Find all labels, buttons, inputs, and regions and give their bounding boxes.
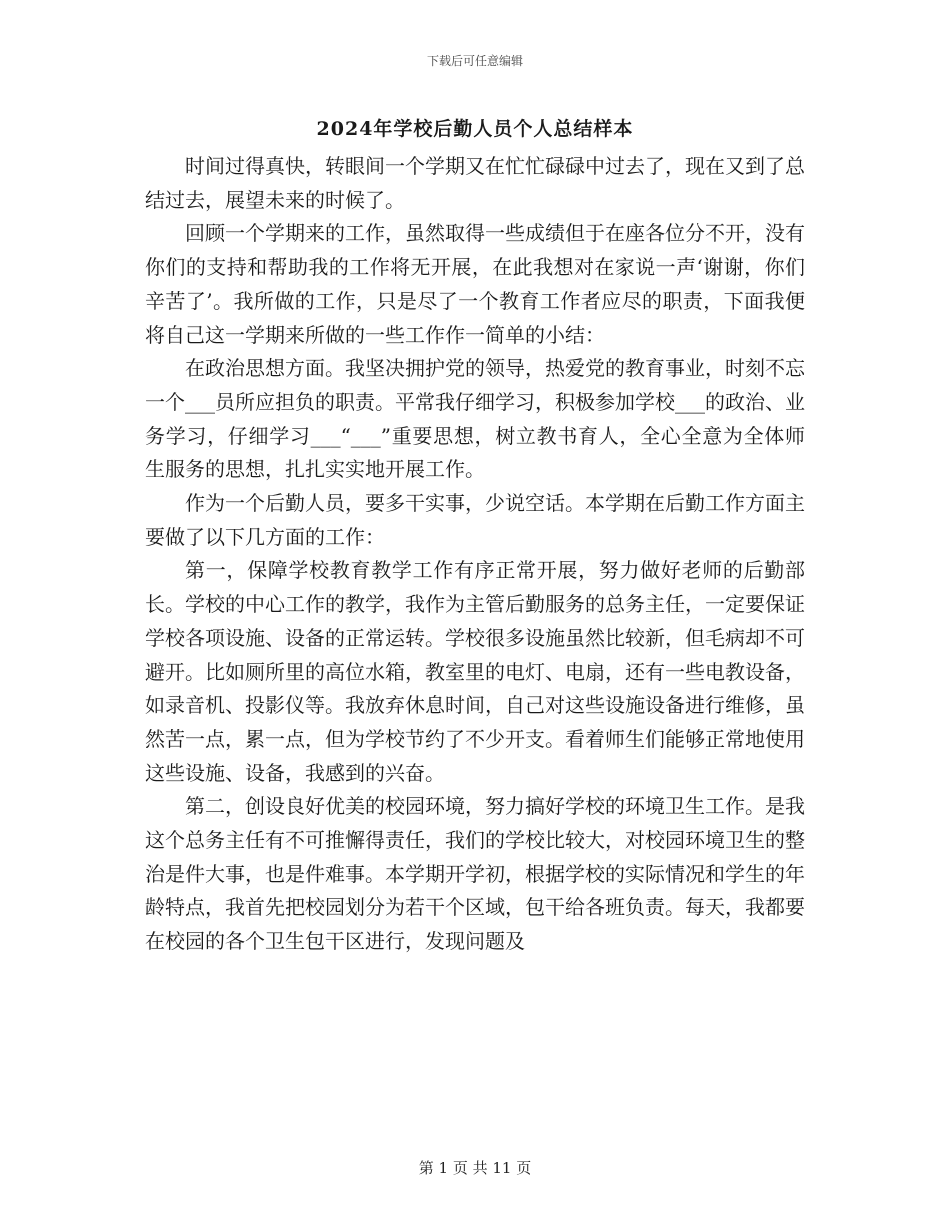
paragraph-review: 回顾一个学期来的工作，虽然取得一些成绩但于在座各位分不开，没有你们的支持和帮助我的工作将无开展，在此我想对在家说一声‘谢谢，你们辛苦了’。我所做的工作，只是尽了一个教育工作者应尽的职责，下面我便将自己这一学期来所做的一些工作作一简单的小结： <box>145 221 805 347</box>
document-body <box>145 150 805 959</box>
document-title: 2024年学校后勤人员个人总结样本 <box>316 118 634 140</box>
paragraph-logistics-intro: 作为一个后勤人员，要多干实事，少说空话。本学期在后勤工作方面主要做了以下几方面的工作： <box>145 491 805 549</box>
paragraph-political: 在政治思想方面。我坚决拥护党的领导，热爱党的教育事业，时刻不忘一个___员所应担负的职责。平常我仔细学习，积极参加学校___的政治、业务学习，仔细学习___“___”重要思想，树立教书育人，全心全意为全体师生服务的思想，扎扎实实地开展工作。 <box>145 356 805 482</box>
page-number-footer: 第 1 页 共 11 页 <box>418 1159 532 1177</box>
paragraph-intro: 时间过得真快，转眼间一个学期又在忙忙碌碌中过去了，现在又到了总结过去，展望未来的时候了。 <box>145 154 805 212</box>
paragraph-first-point: 第一，保障学校教育教学工作有序正常开展，努力做好老师的后勤部长。学校的中心工作的教学，我作为主管后勤服务的总务主任，一定要保证学校各项设施、设备的正常运转。学校很多设施虽然比较新，但毛病却不可避开。比如厕所里的高位水箱，教室里的电灯、电扇，还有一些电教设备，如录音机、投影仪等。我放弃休息时间，自己对这些设施设备进行维修，虽然苦一点，累一点，但为学校节约了不少开支。看着师生们能够正常地使用这些设施、设备，我感到的兴奋。 <box>145 558 805 785</box>
paragraph-second-point: 第二，创设良好优美的校园环境，努力搞好学校的环境卫生工作。是我这个总务主任有不可推懈得责任，我们的学校比较大，对校园环境卫生的整治是件大事，也是件难事。本学期开学初，根据学校的实际情况和学生的年龄特点，我首先把校园划分为若干个区域，包干给各班负责。每天，我都要在校园的各个卫生包干区进行，发现问题及 <box>145 794 805 954</box>
page-header-note: 下载后可任意编辑 <box>426 54 523 68</box>
